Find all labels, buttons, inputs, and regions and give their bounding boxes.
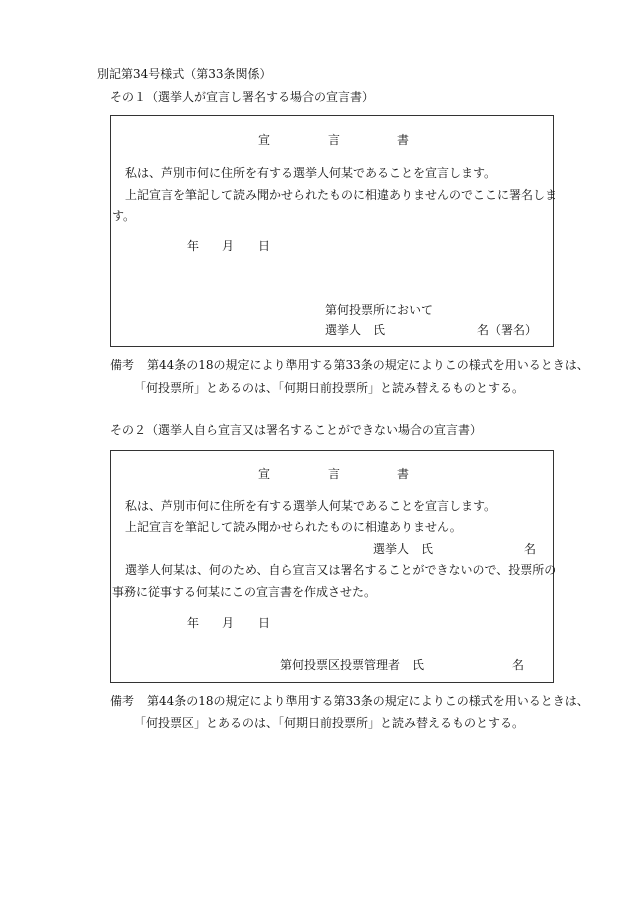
form2-confirmation-line: 上記宣言を筆記して読み聞かせられたものに相違ありません。 <box>125 520 462 534</box>
form2-title-char-2: 言 <box>328 467 341 481</box>
form1-confirmation-line-end: す。 <box>112 209 136 223</box>
form2-date-month: 月 <box>222 616 235 630</box>
form2-reason-line <box>125 562 557 578</box>
part1-heading: その１（選挙人が宣言し署名する場合の宣言書） <box>110 90 375 104</box>
form1-confirmation-line <box>125 187 558 203</box>
form1-date-year: 年 <box>187 239 200 253</box>
note2-line2: 「何投票区」とあるのは、「何期日前投票所」と読み替えるものとする。 <box>134 716 525 730</box>
form2-declaration-line: 私は、芦別市何に住所を有する選挙人何某であることを宣言します。 <box>125 499 497 513</box>
form2-manager-name-suffix: 名 <box>512 658 525 672</box>
form1-title-char-2: 言 <box>328 133 341 147</box>
form1-title-char-3: 書 <box>397 133 410 147</box>
form2-voter-name-suffix: 名 <box>524 542 537 556</box>
form1-confirmation-text: 上記宣言を筆記して読み聞かせられたものに相違ありませんのでここに署名しま <box>125 188 558 202</box>
note1-label: 備考 <box>110 358 135 372</box>
form2-title-char-3: 書 <box>397 467 410 481</box>
note2-label: 備考 <box>110 694 135 708</box>
part2-heading: その２（選挙人自ら宣言又は署名することができない場合の宣言書） <box>110 423 483 437</box>
form1-signature-prefix: 選挙人 氏 <box>325 323 386 337</box>
form2-date-year: 年 <box>187 616 200 630</box>
note1-line1: 第44条の18の規定により準用する第33条の規定によりこの様式を用いるときは、 <box>147 358 589 372</box>
note1-line2: 「何投票所」とあるのは、「何期日前投票所」と読み替えるものとする。 <box>134 381 525 395</box>
form1-polling-place: 第何投票所において <box>325 303 434 317</box>
form-title: 別記第34号様式（第33条関係） <box>97 67 272 81</box>
form1-date-month: 月 <box>222 239 235 253</box>
form2-manager-name-prefix: 第何投票区投票管理者 氏 <box>280 658 425 672</box>
form2-reason-text: 選挙人何某は、何のため、自ら宣言又は署名することができないので、投票所の <box>125 563 557 577</box>
form1-declaration-line: 私は、芦別市何に住所を有する選挙人何某であることを宣言します。 <box>125 166 497 180</box>
form2-title-char-1: 宣 <box>258 467 271 481</box>
form2-voter-name-prefix: 選挙人 氏 <box>373 542 434 556</box>
form2-date-day: 日 <box>258 616 271 630</box>
form2-reason-line-end: 事務に従事する何某にこの宣言書を作成させた。 <box>112 585 377 599</box>
form1-date-day: 日 <box>258 239 271 253</box>
form1-signature-suffix: 名（署名） <box>477 323 538 337</box>
note2-line1: 第44条の18の規定により準用する第33条の規定によりこの様式を用いるときは、 <box>147 694 589 708</box>
form1-title-char-1: 宣 <box>258 133 271 147</box>
